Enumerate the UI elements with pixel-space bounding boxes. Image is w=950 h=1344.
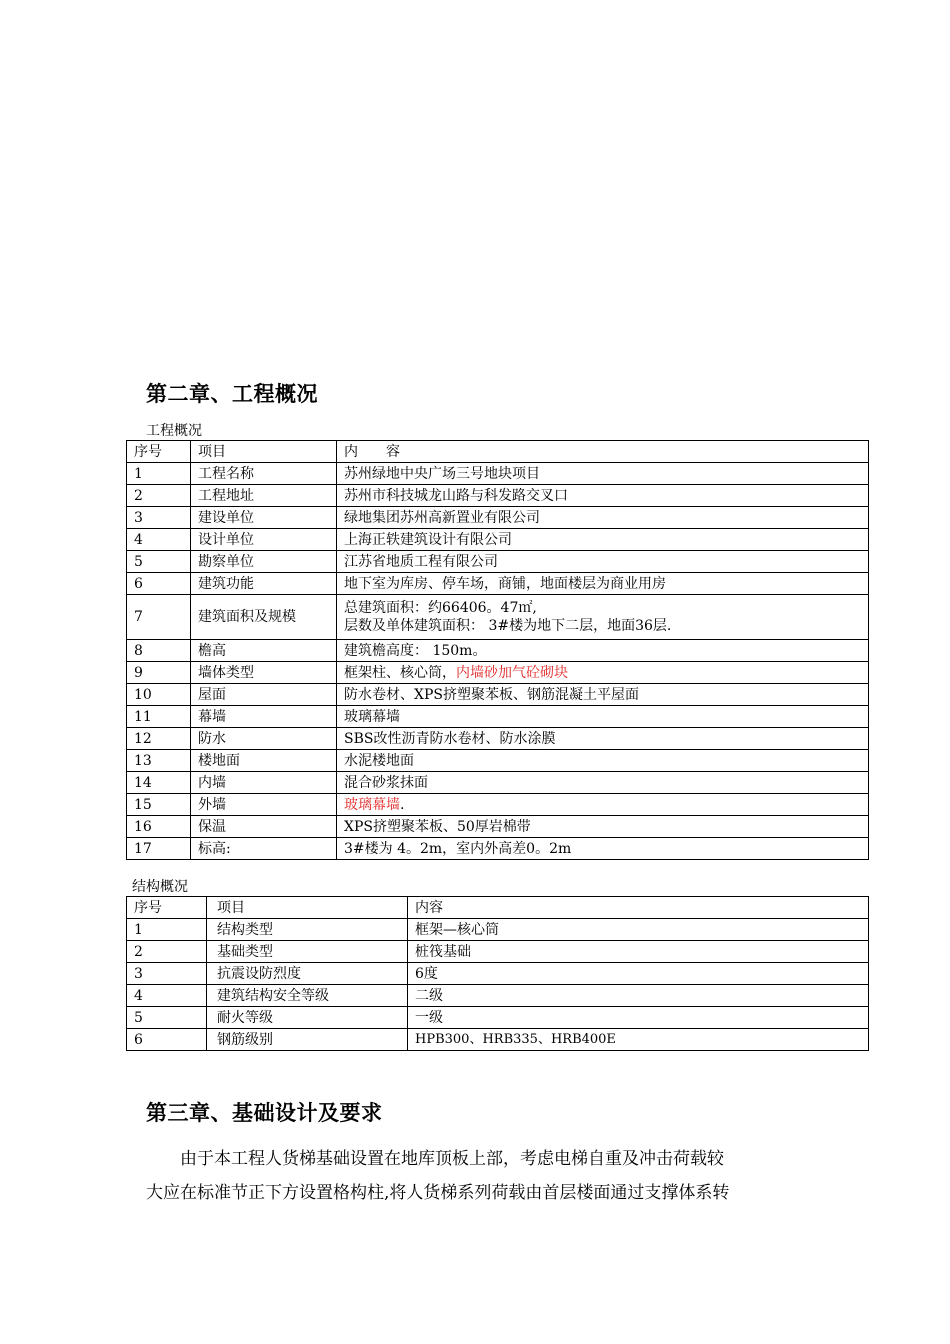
table-row	[127, 963, 869, 985]
table-header-row	[127, 441, 869, 463]
table-row	[127, 985, 869, 1007]
row-content: HPB300、HRB335、HRB400E	[408, 1029, 869, 1051]
header-cell-content: 内 容	[337, 441, 869, 463]
header-cell-content: 内容	[408, 897, 869, 919]
row-content: 防水卷材、XPS挤塑聚苯板、钢筋混凝土平屋面	[337, 684, 869, 706]
table-row	[127, 529, 869, 551]
row-content	[337, 794, 869, 816]
row-item: 檐高	[191, 640, 337, 662]
row-item: 屋面	[191, 684, 337, 706]
row-item: 工程名称	[191, 463, 337, 485]
row-item: 工程地址	[191, 485, 337, 507]
row-no: 12	[127, 728, 191, 750]
row-item: 幕墙	[191, 706, 337, 728]
row-no: 5	[127, 551, 191, 573]
row-no: 4	[127, 985, 207, 1007]
chapter-2-title: 第二章、工程概况	[146, 382, 318, 406]
header-cell-no: 序号	[127, 441, 191, 463]
row-content	[337, 595, 869, 640]
row-no: 11	[127, 706, 191, 728]
row-content: 一级	[408, 1007, 869, 1029]
row-content: 桩筏基础	[408, 941, 869, 963]
row-item: 标高:	[191, 838, 337, 860]
table-header-row	[127, 897, 869, 919]
row-no: 3	[127, 507, 191, 529]
row-content: SBS改性沥青防水卷材、防水涂膜	[337, 728, 869, 750]
paragraph-line: 由于本工程人货梯基础设置在地库顶板上部，考虑电梯自重及冲击荷载较	[180, 1149, 724, 1169]
row-item: 钢筋级别	[207, 1029, 408, 1051]
row-item: 墙体类型	[191, 662, 337, 684]
table-row	[127, 551, 869, 573]
row-no: 1	[127, 919, 207, 941]
row-no: 3	[127, 963, 207, 985]
row-no: 6	[127, 1029, 207, 1051]
highlighted-text: 内墙砂加气砼砌块	[456, 664, 568, 681]
row-content: 二级	[408, 985, 869, 1007]
overview-table-caption: 工程概况	[146, 423, 202, 439]
row-item: 楼地面	[191, 750, 337, 772]
table-row	[127, 941, 869, 963]
row-content	[337, 662, 869, 684]
table-row	[127, 919, 869, 941]
row-content: 地下室为库房、停车场，商铺，地面楼层为商业用房	[337, 573, 869, 595]
row-item: 基础类型	[207, 941, 408, 963]
row-item: 防水	[191, 728, 337, 750]
row-item: 外墙	[191, 794, 337, 816]
row-item: 耐火等级	[207, 1007, 408, 1029]
row-item: 勘察单位	[191, 551, 337, 573]
structure-table	[126, 896, 869, 1051]
row-no: 6	[127, 573, 191, 595]
row-no: 5	[127, 1007, 207, 1029]
header-cell-no: 序号	[127, 897, 207, 919]
table-row	[127, 684, 869, 706]
row-item: 设计单位	[191, 529, 337, 551]
row-no: 14	[127, 772, 191, 794]
row-item: 建设单位	[191, 507, 337, 529]
row-no: 2	[127, 485, 191, 507]
row-item: 结构类型	[207, 919, 408, 941]
structure-table-caption: 结构概况	[132, 879, 188, 895]
row-no: 10	[127, 684, 191, 706]
row-content-line: 层数及单体建筑面积： 3#楼为地下二层，地面36层.	[344, 618, 672, 634]
table-row	[127, 640, 869, 662]
row-no: 2	[127, 941, 207, 963]
table-row	[127, 507, 869, 529]
row-no: 17	[127, 838, 191, 860]
chapter-3-title: 第三章、基础设计及要求	[146, 1101, 383, 1125]
row-item: 保温	[191, 816, 337, 838]
row-item: 内墙	[191, 772, 337, 794]
table-row	[127, 573, 869, 595]
table-row	[127, 772, 869, 794]
row-content: 混合砂浆抹面	[337, 772, 869, 794]
row-no: 4	[127, 529, 191, 551]
row-no: 13	[127, 750, 191, 772]
table-row	[127, 1007, 869, 1029]
row-content: XPS挤塑聚苯板、50厚岩棉带	[337, 816, 869, 838]
row-item: 建筑功能	[191, 573, 337, 595]
highlighted-text: 玻璃幕墙	[344, 796, 400, 813]
row-no: 9	[127, 662, 191, 684]
row-item: 建筑面积及规模	[191, 595, 337, 640]
row-content: 江苏省地质工程有限公司	[337, 551, 869, 573]
table-row	[127, 794, 869, 816]
header-cell-item: 项目	[191, 441, 337, 463]
row-content: 上海正轶建筑设计有限公司	[337, 529, 869, 551]
row-content-line: 总建筑面积：约66406。47㎡,	[344, 600, 537, 616]
row-no: 1	[127, 463, 191, 485]
row-content: 苏州绿地中央广场三号地块项目	[337, 463, 869, 485]
table-row	[127, 750, 869, 772]
row-content: 绿地集团苏州高新置业有限公司	[337, 507, 869, 529]
row-content: 3#楼为 4。2m，室内外高差0。2m	[337, 838, 869, 860]
row-item: 抗震设防烈度	[207, 963, 408, 985]
overview-table	[126, 440, 869, 860]
table-row	[127, 595, 869, 640]
row-no: 7	[127, 595, 191, 640]
row-content-text: .	[400, 796, 405, 813]
table-row	[127, 463, 869, 485]
table-row	[127, 816, 869, 838]
row-content: 6度	[408, 963, 869, 985]
table-row	[127, 728, 869, 750]
row-content: 建筑檐高度： 150m。	[337, 640, 869, 662]
row-content: 框架—核心筒	[408, 919, 869, 941]
table-row	[127, 662, 869, 684]
row-content-text: 框架柱、核心筒，	[344, 664, 456, 681]
row-no: 15	[127, 794, 191, 816]
paragraph-line: 大应在标准节正下方设置格构柱,将人货梯系列荷载由首层楼面通过支撑体系转	[146, 1183, 730, 1203]
row-no: 16	[127, 816, 191, 838]
table-row	[127, 706, 869, 728]
row-item: 建筑结构安全等级	[207, 985, 408, 1007]
table-row	[127, 1029, 869, 1051]
row-no: 8	[127, 640, 191, 662]
row-content: 玻璃幕墙	[337, 706, 869, 728]
table-row	[127, 838, 869, 860]
table-row	[127, 485, 869, 507]
row-content: 苏州市科技城龙山路与科发路交叉口	[337, 485, 869, 507]
row-content: 水泥楼地面	[337, 750, 869, 772]
header-cell-item: 项目	[207, 897, 408, 919]
